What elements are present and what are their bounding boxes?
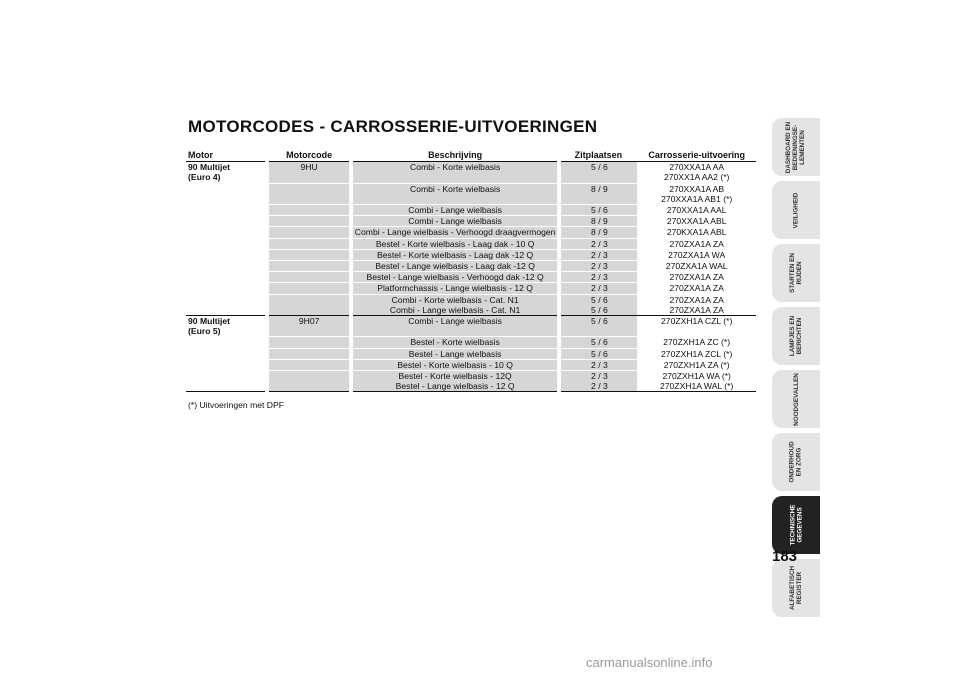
- motorcode-cell: [267, 371, 350, 382]
- table-row: [186, 337, 756, 348]
- body-code-cell: [637, 294, 756, 305]
- motorcode-cell: [267, 216, 350, 227]
- motor-cell: [186, 381, 267, 392]
- body-code-cell: [637, 359, 756, 370]
- col-header-carrosserie: Carrosserie-uitvoering: [637, 150, 756, 162]
- table-row: [186, 162, 756, 183]
- body-code-line: 270ZXA1A ZA: [669, 294, 724, 305]
- side-tab-starten-en[interactable]: [772, 244, 820, 302]
- table-row: [186, 294, 756, 305]
- body-code-cell: [637, 272, 756, 283]
- description-cell: Bestel - Korte wielbasis - 10 Q: [351, 359, 560, 370]
- footnote: (*) Uitvoeringen met DPF: [188, 400, 284, 410]
- body-code-line: 270ZXH1A WA (*): [662, 371, 731, 382]
- table-row: [186, 381, 756, 392]
- seats-cell: 8 / 9: [559, 227, 637, 238]
- motor-codes-table: [186, 150, 756, 392]
- body-code-cell: [637, 371, 756, 382]
- body-code-line: 270XX1A AA2 (*): [663, 172, 730, 183]
- description-cell: Combi - Korte wielbasis: [351, 183, 560, 204]
- side-tab-dashboard-en[interactable]: [772, 118, 820, 176]
- motorcode-cell: [267, 205, 350, 216]
- seats-cell: 2 / 3: [559, 249, 637, 260]
- body-code-cell: [637, 305, 756, 316]
- body-code-line: 270KXA1A ABL: [666, 227, 727, 238]
- body-code-line: 270ZXH1A WAL (*): [659, 381, 734, 392]
- col-header-motorcode: Motorcode: [267, 150, 350, 162]
- motor-cell: [186, 294, 267, 305]
- side-tab-label: ONDERHOUD EN ZORG: [789, 441, 803, 483]
- motor-cell: [186, 261, 267, 272]
- motorcode-cell: [267, 261, 350, 272]
- table-row: [186, 216, 756, 227]
- seats-cell: 8 / 9: [559, 183, 637, 204]
- body-code-cell: [637, 162, 756, 183]
- motor-cell: [186, 183, 267, 204]
- body-code-cell: [637, 216, 756, 227]
- body-code-line: 270XXA1A AB: [669, 183, 725, 194]
- body-code-cell: [637, 381, 756, 392]
- side-tab-nav: [772, 118, 820, 622]
- body-code-line: 270ZXA1A ZA: [669, 238, 724, 249]
- body-code-line: 270ZXA1A WAL: [665, 261, 728, 272]
- col-header-zitplaatsen: Zitplaatsen: [559, 150, 637, 162]
- motor-cell: [186, 348, 267, 359]
- table-body: [186, 162, 756, 392]
- motor-cell: [186, 272, 267, 283]
- seats-cell: 2 / 3: [559, 381, 637, 392]
- table-row: [186, 316, 756, 337]
- table-row: [186, 227, 756, 238]
- description-cell: Bestel - Korte wielbasis - Laag dak - 10 Q: [351, 238, 560, 249]
- side-tab-label: DASHBOARD EN BEDIENINGSE- LEMENTEN: [785, 121, 807, 173]
- description-cell: Bestel - Korte wielbasis - 12Q: [351, 371, 560, 382]
- motor-cell: [186, 337, 267, 348]
- motorcode-cell: [267, 337, 350, 348]
- table-row: [186, 183, 756, 204]
- table-row: [186, 305, 756, 316]
- side-tab-label: ALFABETISCH REGISTER: [788, 565, 803, 611]
- side-tab-technische[interactable]: [772, 496, 820, 554]
- body-code-line: 270ZXA1A ZA: [669, 283, 724, 294]
- seats-cell: 2 / 3: [559, 238, 637, 249]
- motor-cell: [186, 316, 267, 337]
- motorcode-cell: [267, 348, 350, 359]
- body-code-cell: [637, 205, 756, 216]
- motorcode-cell: [267, 294, 350, 305]
- description-cell: Bestel - Lange wielbasis - 12 Q: [351, 381, 560, 392]
- body-code-cell: [637, 183, 756, 204]
- body-code-line: 270ZXH1A CZL (*): [661, 316, 733, 327]
- motorcode-cell: [267, 227, 350, 238]
- body-code-cell: [637, 316, 756, 337]
- side-tab-label: NOODGEVALLEN: [792, 372, 800, 426]
- motor-name: 90 Multijet: [188, 316, 231, 327]
- seats-cell: 5 / 6: [559, 305, 637, 316]
- body-code-cell: [637, 249, 756, 260]
- description-cell: Combi - Lange wielbasis: [351, 216, 560, 227]
- side-tab-lampjes-en[interactable]: [772, 307, 820, 365]
- motorcode-cell: [267, 283, 350, 294]
- body-code-line: 270XXA1A AB1 (*): [661, 193, 733, 204]
- motorcode-cell: [267, 249, 350, 260]
- motor-cell: [186, 371, 267, 382]
- table-row: [186, 261, 756, 272]
- motor-cell: [186, 238, 267, 249]
- description-cell: Bestel - Korte wielbasis - Laag dak -12 Q: [351, 249, 560, 260]
- side-tab-label: STARTEN EN RIJDEN: [788, 253, 803, 293]
- seats-cell: 2 / 3: [559, 261, 637, 272]
- seats-cell: 2 / 3: [559, 359, 637, 370]
- watermark: carmanualsonline.info: [586, 655, 713, 670]
- motor-cell: [186, 216, 267, 227]
- seats-cell: 2 / 3: [559, 283, 637, 294]
- motorcode-cell: [267, 305, 350, 316]
- description-cell: Bestel - Lange wielbasis - Laag dak -12 Q: [351, 261, 560, 272]
- motorcode-cell: [267, 238, 350, 249]
- description-cell: Bestel - Lange wielbasis: [351, 348, 560, 359]
- body-code-line: 270ZXA1A WA: [668, 249, 726, 260]
- motorcode-cell: [267, 359, 350, 370]
- motor-euro-norm: (Euro 4): [188, 172, 221, 183]
- seats-cell: 5 / 6: [559, 162, 637, 183]
- body-code-line: 270ZXA1A ZA: [669, 304, 724, 315]
- seats-cell: 5 / 6: [559, 316, 637, 337]
- motor-euro-norm: (Euro 5): [188, 326, 221, 337]
- description-cell: Bestel - Lange wielbasis - Verhoogd dak -12 Q: [351, 272, 560, 283]
- table-row: [186, 238, 756, 249]
- body-code-line: 270ZXH1A ZCL (*): [661, 348, 733, 359]
- side-tab-onderhoud[interactable]: [772, 433, 820, 491]
- side-tab-alfabetisch[interactable]: [772, 559, 820, 617]
- description-cell: Combi - Lange wielbasis: [351, 205, 560, 216]
- seats-cell: 5 / 6: [559, 337, 637, 348]
- col-header-motor: Motor: [186, 150, 267, 162]
- motor-cell: [186, 305, 267, 316]
- motor-cell: [186, 249, 267, 260]
- motor-cell: [186, 205, 267, 216]
- page-title: MOTORCODES - CARROSSERIE-UITVOERINGEN: [188, 117, 598, 136]
- seats-cell: 5 / 6: [559, 205, 637, 216]
- body-code-line: 270XXA1A AAL: [666, 205, 727, 216]
- seats-cell: 2 / 3: [559, 272, 637, 283]
- description-cell: Combi - Lange wielbasis - Verhoogd draagvermogen: [351, 227, 560, 238]
- motor-cell: [186, 283, 267, 294]
- body-code-cell: [637, 238, 756, 249]
- body-code-cell: [637, 337, 756, 348]
- seats-cell: 5 / 6: [559, 294, 637, 305]
- motor-cell: [186, 359, 267, 370]
- motorcode-cell: [267, 183, 350, 204]
- seats-cell: 8 / 9: [559, 216, 637, 227]
- body-code-cell: [637, 283, 756, 294]
- motor-name: 90 Multijet: [188, 162, 231, 173]
- seats-cell: 5 / 6: [559, 348, 637, 359]
- motorcode-cell: 9HU: [267, 162, 350, 183]
- body-code-cell: [637, 348, 756, 359]
- table-row: [186, 249, 756, 260]
- motorcode-cell: 9H07: [267, 316, 350, 337]
- body-code-line: 270ZXA1A ZA: [669, 272, 724, 283]
- col-header-beschrijving: Beschrijving: [351, 150, 560, 162]
- description-cell: Combi - Lange wielbasis - Cat. N1: [351, 305, 560, 316]
- side-tab-label: LAMPJES EN BERICHTEN: [789, 315, 803, 357]
- description-cell: Combi - Korte wielbasis - Cat. N1: [351, 294, 560, 305]
- description-cell: Combi - Lange wielbasis: [351, 316, 560, 337]
- side-tab-label: VEILIGHEID: [792, 192, 800, 228]
- motor-cell: [186, 162, 267, 183]
- body-code-line: 270XXA1A ABL: [666, 216, 727, 227]
- page-number: 183: [772, 548, 798, 565]
- table-row: [186, 371, 756, 382]
- seats-cell: 2 / 3: [559, 371, 637, 382]
- side-tab-label: TECHNISCHE GEGEVENS: [789, 504, 803, 546]
- motorcode-cell: [267, 272, 350, 283]
- table-row: [186, 272, 756, 283]
- description-cell: Platformchassis - Lange wielbasis - 12 Q: [351, 283, 560, 294]
- side-tab-noodgevallen[interactable]: [772, 370, 820, 428]
- table-row: [186, 359, 756, 370]
- table-row: [186, 348, 756, 359]
- description-cell: Combi - Korte wielbasis: [351, 162, 560, 183]
- body-code-line: 270ZXH1A ZA (*): [663, 359, 730, 370]
- description-cell: Bestel - Korte wielbasis: [351, 337, 560, 348]
- motorcode-cell: [267, 381, 350, 392]
- body-code-line: 270XXA1A AA: [669, 162, 725, 173]
- table-header-row: [186, 150, 756, 162]
- table-row: [186, 205, 756, 216]
- table-row: [186, 283, 756, 294]
- body-code-cell: [637, 261, 756, 272]
- side-tab-veiligheid[interactable]: [772, 181, 820, 239]
- body-code-line: 270ZXH1A ZC (*): [663, 337, 731, 348]
- body-code-cell: [637, 227, 756, 238]
- motor-cell: [186, 227, 267, 238]
